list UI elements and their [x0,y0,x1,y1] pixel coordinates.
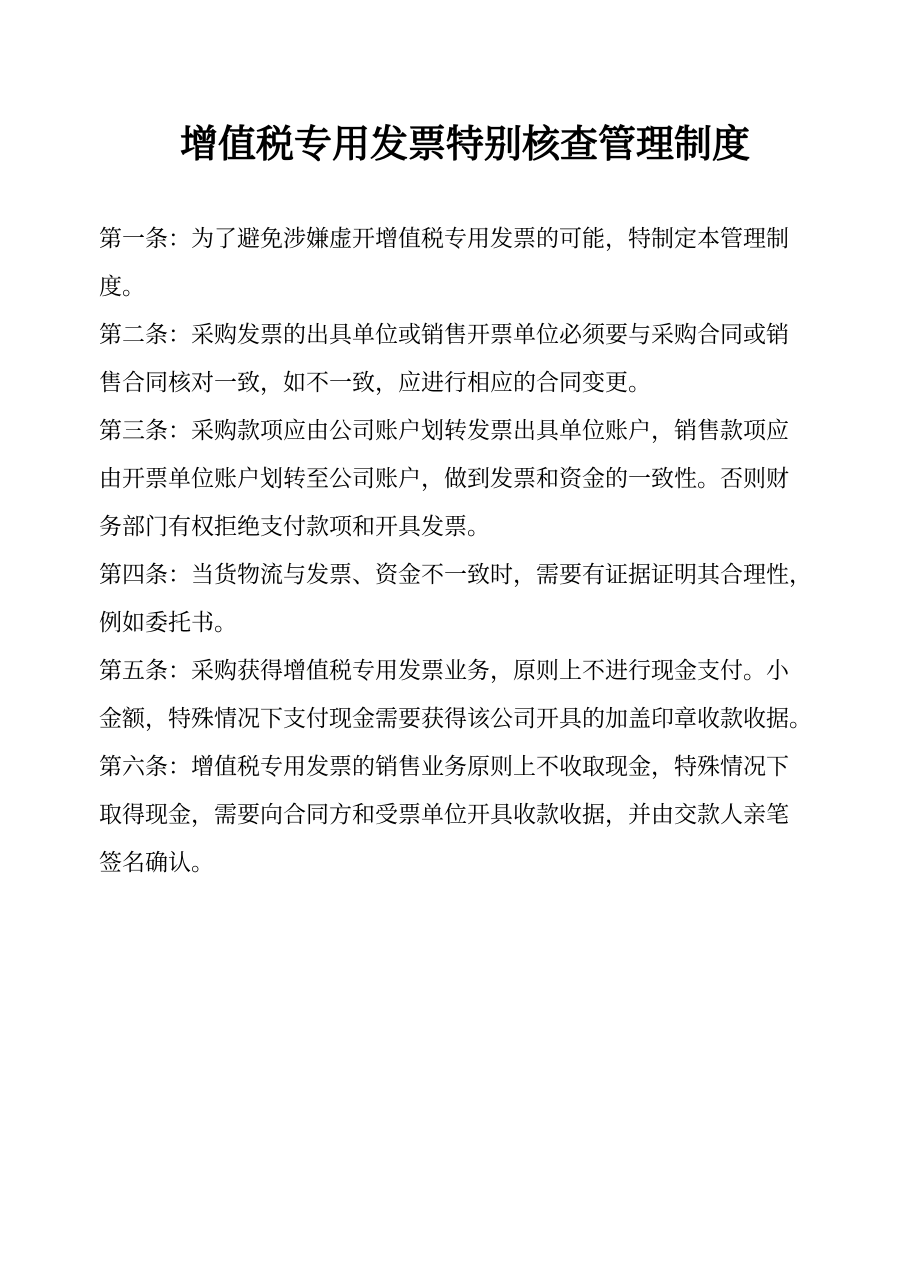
document-title: 增值税专用发票特别核查管理制度 [179,122,750,166]
document-body [99,215,859,887]
article-4-line-1: 第四条：当货物流与发票、资金不一致时，需要有证据证明其合理性， [99,562,812,588]
article-3-line-1: 第三条：采购款项应由公司账户划转发票出具单位账户，销售款项应 [99,418,789,444]
article-4-line-2: 例如委托书。 [99,610,237,636]
article-1-line-2: 度。 [99,274,145,300]
article-5-line-2: 金额，特殊情况下支付现金需要获得该公司开具的加盖印章收款收据。 [99,706,812,732]
article-1-line-1: 第一条：为了避免涉嫌虚开增值税专用发票的可能，特制定本管理制 [99,226,789,252]
article-6-line-1: 第六条：增值税专用发票的销售业务原则上不收取现金，特殊情况下 [99,754,789,780]
article-5-line-1: 第五条：采购获得增值税专用发票业务，原则上不进行现金支付。小 [99,658,789,684]
article-6-line-2: 取得现金，需要向合同方和受票单位开具收款收据，并由交款人亲笔 [99,802,789,828]
article-2-line-1: 第二条：采购发票的出具单位或销售开票单位必须要与采购合同或销 [99,322,789,348]
article-3-line-3: 务部门有权拒绝支付款项和开具发票。 [99,514,490,540]
article-3-line-2: 由开票单位账户划转至公司账户，做到发票和资金的一致性。否则财 [99,466,789,492]
article-2-line-2: 售合同核对一致，如不一致，应进行相应的合同变更。 [99,370,651,396]
article-6-line-3: 签名确认。 [99,850,214,876]
